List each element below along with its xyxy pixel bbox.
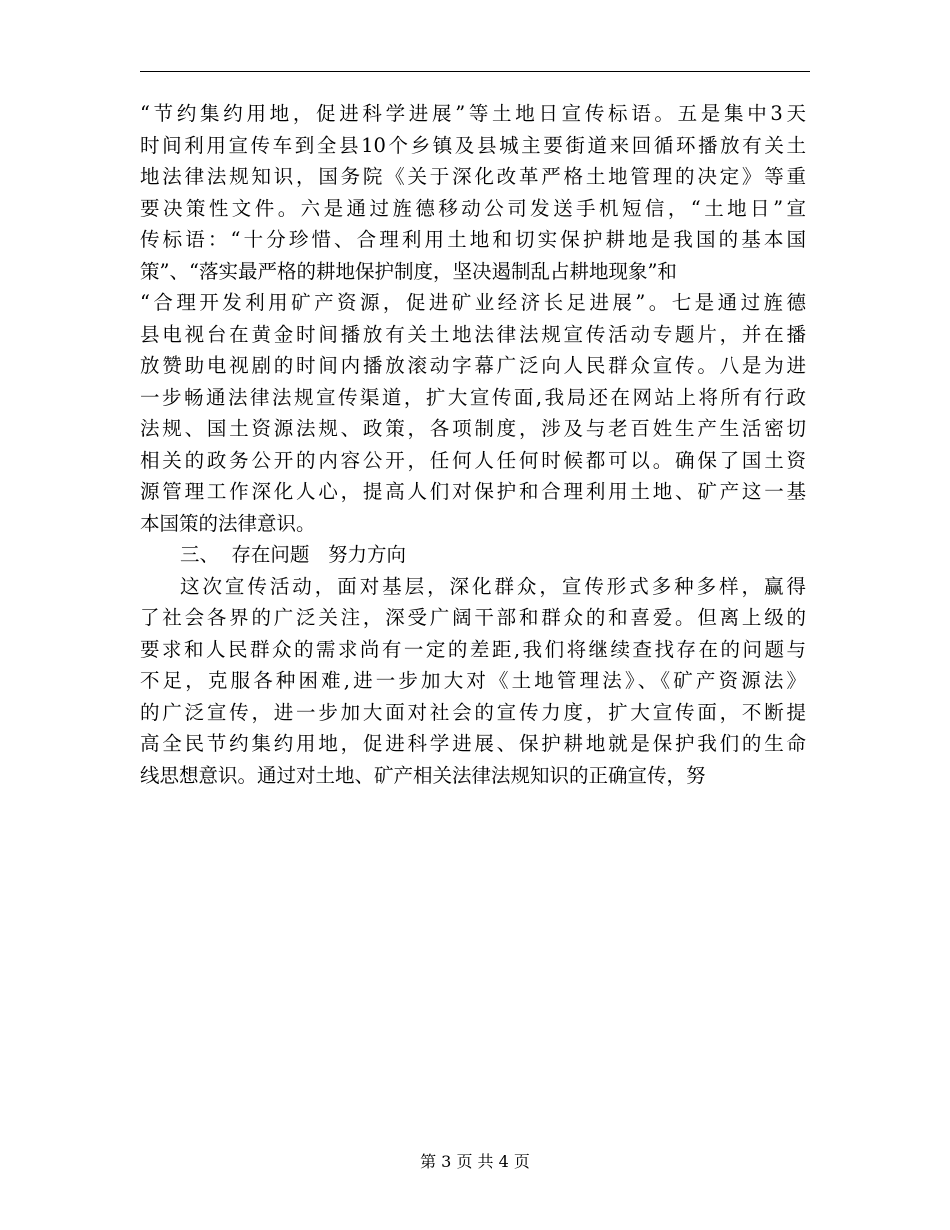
header-rule [140, 71, 810, 72]
paragraph-line: 法规、国土资源法规、政策，各项制度，涉及与老百姓生产生活密切 [140, 417, 806, 440]
paragraph-line: 放赞助电视剧的时间内播放滚动字幕广泛向人民群众宣传。八是为进 [140, 354, 806, 377]
paragraph-line: 要决策性文件。六是通过旌德移动公司发送手机短信，“土地日”宣 [140, 196, 806, 220]
page-footer [0, 1152, 950, 1172]
paragraph-line: “节约集约用地，促进科学进展”等土地日宣传标语。五是集中3天 [140, 102, 806, 125]
paragraph-line: 传标语：“十分珍惜、合理利用土地和切实保护耕地是我国的基本国 [140, 228, 806, 251]
paragraph-line: 源管理工作深化人心，提高人们对保护和合理利用土地、矿产这一基 [140, 480, 806, 503]
paragraph-line: 这次宣传活动，面对基层，深化群众，宣传形式多种多样，赢得 [180, 574, 806, 598]
paragraph-line: 地法律法规知识，国务院《关于深化改革严格土地管理的决定》等重 [140, 165, 806, 188]
paragraph-line: “合理开发利用矿产资源，促进矿业经济长足进展”。七是通过旌德 [140, 291, 806, 314]
paragraph-line: 的广泛宣传，进一步加大面对社会的宣传力度，扩大宣传面，不断提 [140, 700, 806, 724]
paragraph-line: 要求和人民群众的需求尚有一定的差距,我们将继续查找存在的问题与 [140, 637, 806, 661]
paragraph-line: 线思想意识。通过对土地、矿产相关法律法规知识的正确宣传，努 [140, 763, 706, 787]
paragraph-line: 时间利用宣传车到全县10个乡镇及县城主要街道来回循环播放有关土 [140, 133, 806, 157]
document-body [140, 98, 820, 791]
page-number: 第 3 页 共 4 页 [420, 1152, 530, 1171]
paragraph-line: 了社会各界的广泛关注，深受广阔干部和群众的和喜爱。但离上级的 [140, 606, 806, 629]
paragraph-line: 策”、“落实最严格的耕地保护制度，坚决遏制乱占耕地现象”和 [140, 259, 677, 283]
paragraph-line: 一步畅通法律法规宣传渠道，扩大宣传面,我局还在网站上将所有行政 [140, 385, 806, 409]
paragraph-line: 本国策的法律意识。 [140, 511, 316, 535]
paragraph-line: 高全民节约集约用地，促进科学进展、保护耕地就是保护我们的生命 [140, 732, 806, 755]
section-heading: 三、 存在问题 努力方向 [180, 543, 406, 566]
paragraph-line: 不足，克服各种困难,进一步加大对《土地管理法》、《矿产资源法》 [140, 669, 806, 692]
paragraph-line: 县电视台在黄金时间播放有关土地法律法规宣传活动专题片，并在播 [140, 322, 806, 346]
paragraph-line: 相关的政务公开的内容公开，任何人任何时候都可以。确保了国土资 [140, 448, 806, 472]
